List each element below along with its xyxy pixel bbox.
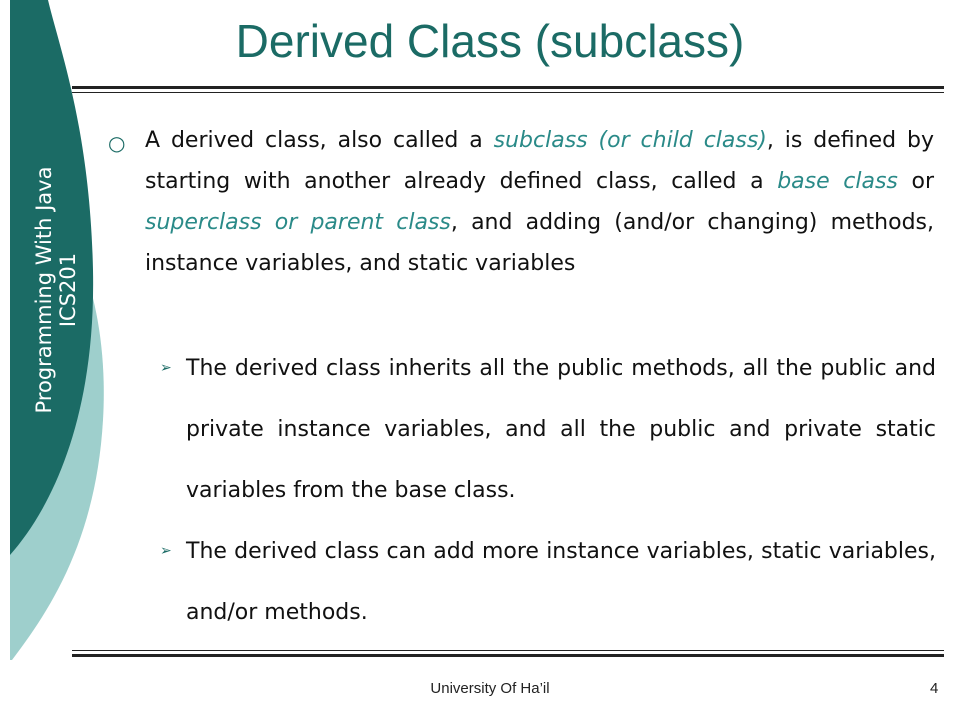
footer-text: University Of Ha’il [430,680,550,697]
term-superclass: superclass or parent class [145,210,451,235]
sub-bullet [160,521,936,643]
slide-title: Derived Class (subclass) [235,15,745,67]
hollow-circle-bullet-icon: ○ [108,131,126,155]
course-code: ICS201 [56,252,80,328]
page-number: 4 [930,680,939,697]
main-bullet [108,120,934,284]
sub-bullet [160,338,936,521]
title-rule-thin [72,92,944,93]
title-rule-thick [72,86,944,89]
course-caption [32,110,80,470]
arrowhead-bullet-icon: ➢ [160,360,172,376]
footer-rule-thin [72,650,944,651]
main-bullet-text: A derived class, also called a subclass (or child class), is defined by starting with another already defined class, called a base class or superclass or parent class, and adding (and/or changing) methods, instance variables, and static variables [145,128,934,276]
footer-rule-thick [72,654,944,657]
term-base-class: base class [777,169,898,194]
course-name: Programming With Java [32,166,56,414]
sub-bullet-text: The derived class can add more instance variables, static variables, and/or methods. [186,539,936,625]
term-subclass: subclass (or child class) [493,128,767,153]
sub-bullet-text: The derived class inherits all the public methods, all the public and private instance variables, and all the public and private static variables from the base class. [186,356,936,503]
arrowhead-bullet-icon: ➢ [160,543,172,559]
